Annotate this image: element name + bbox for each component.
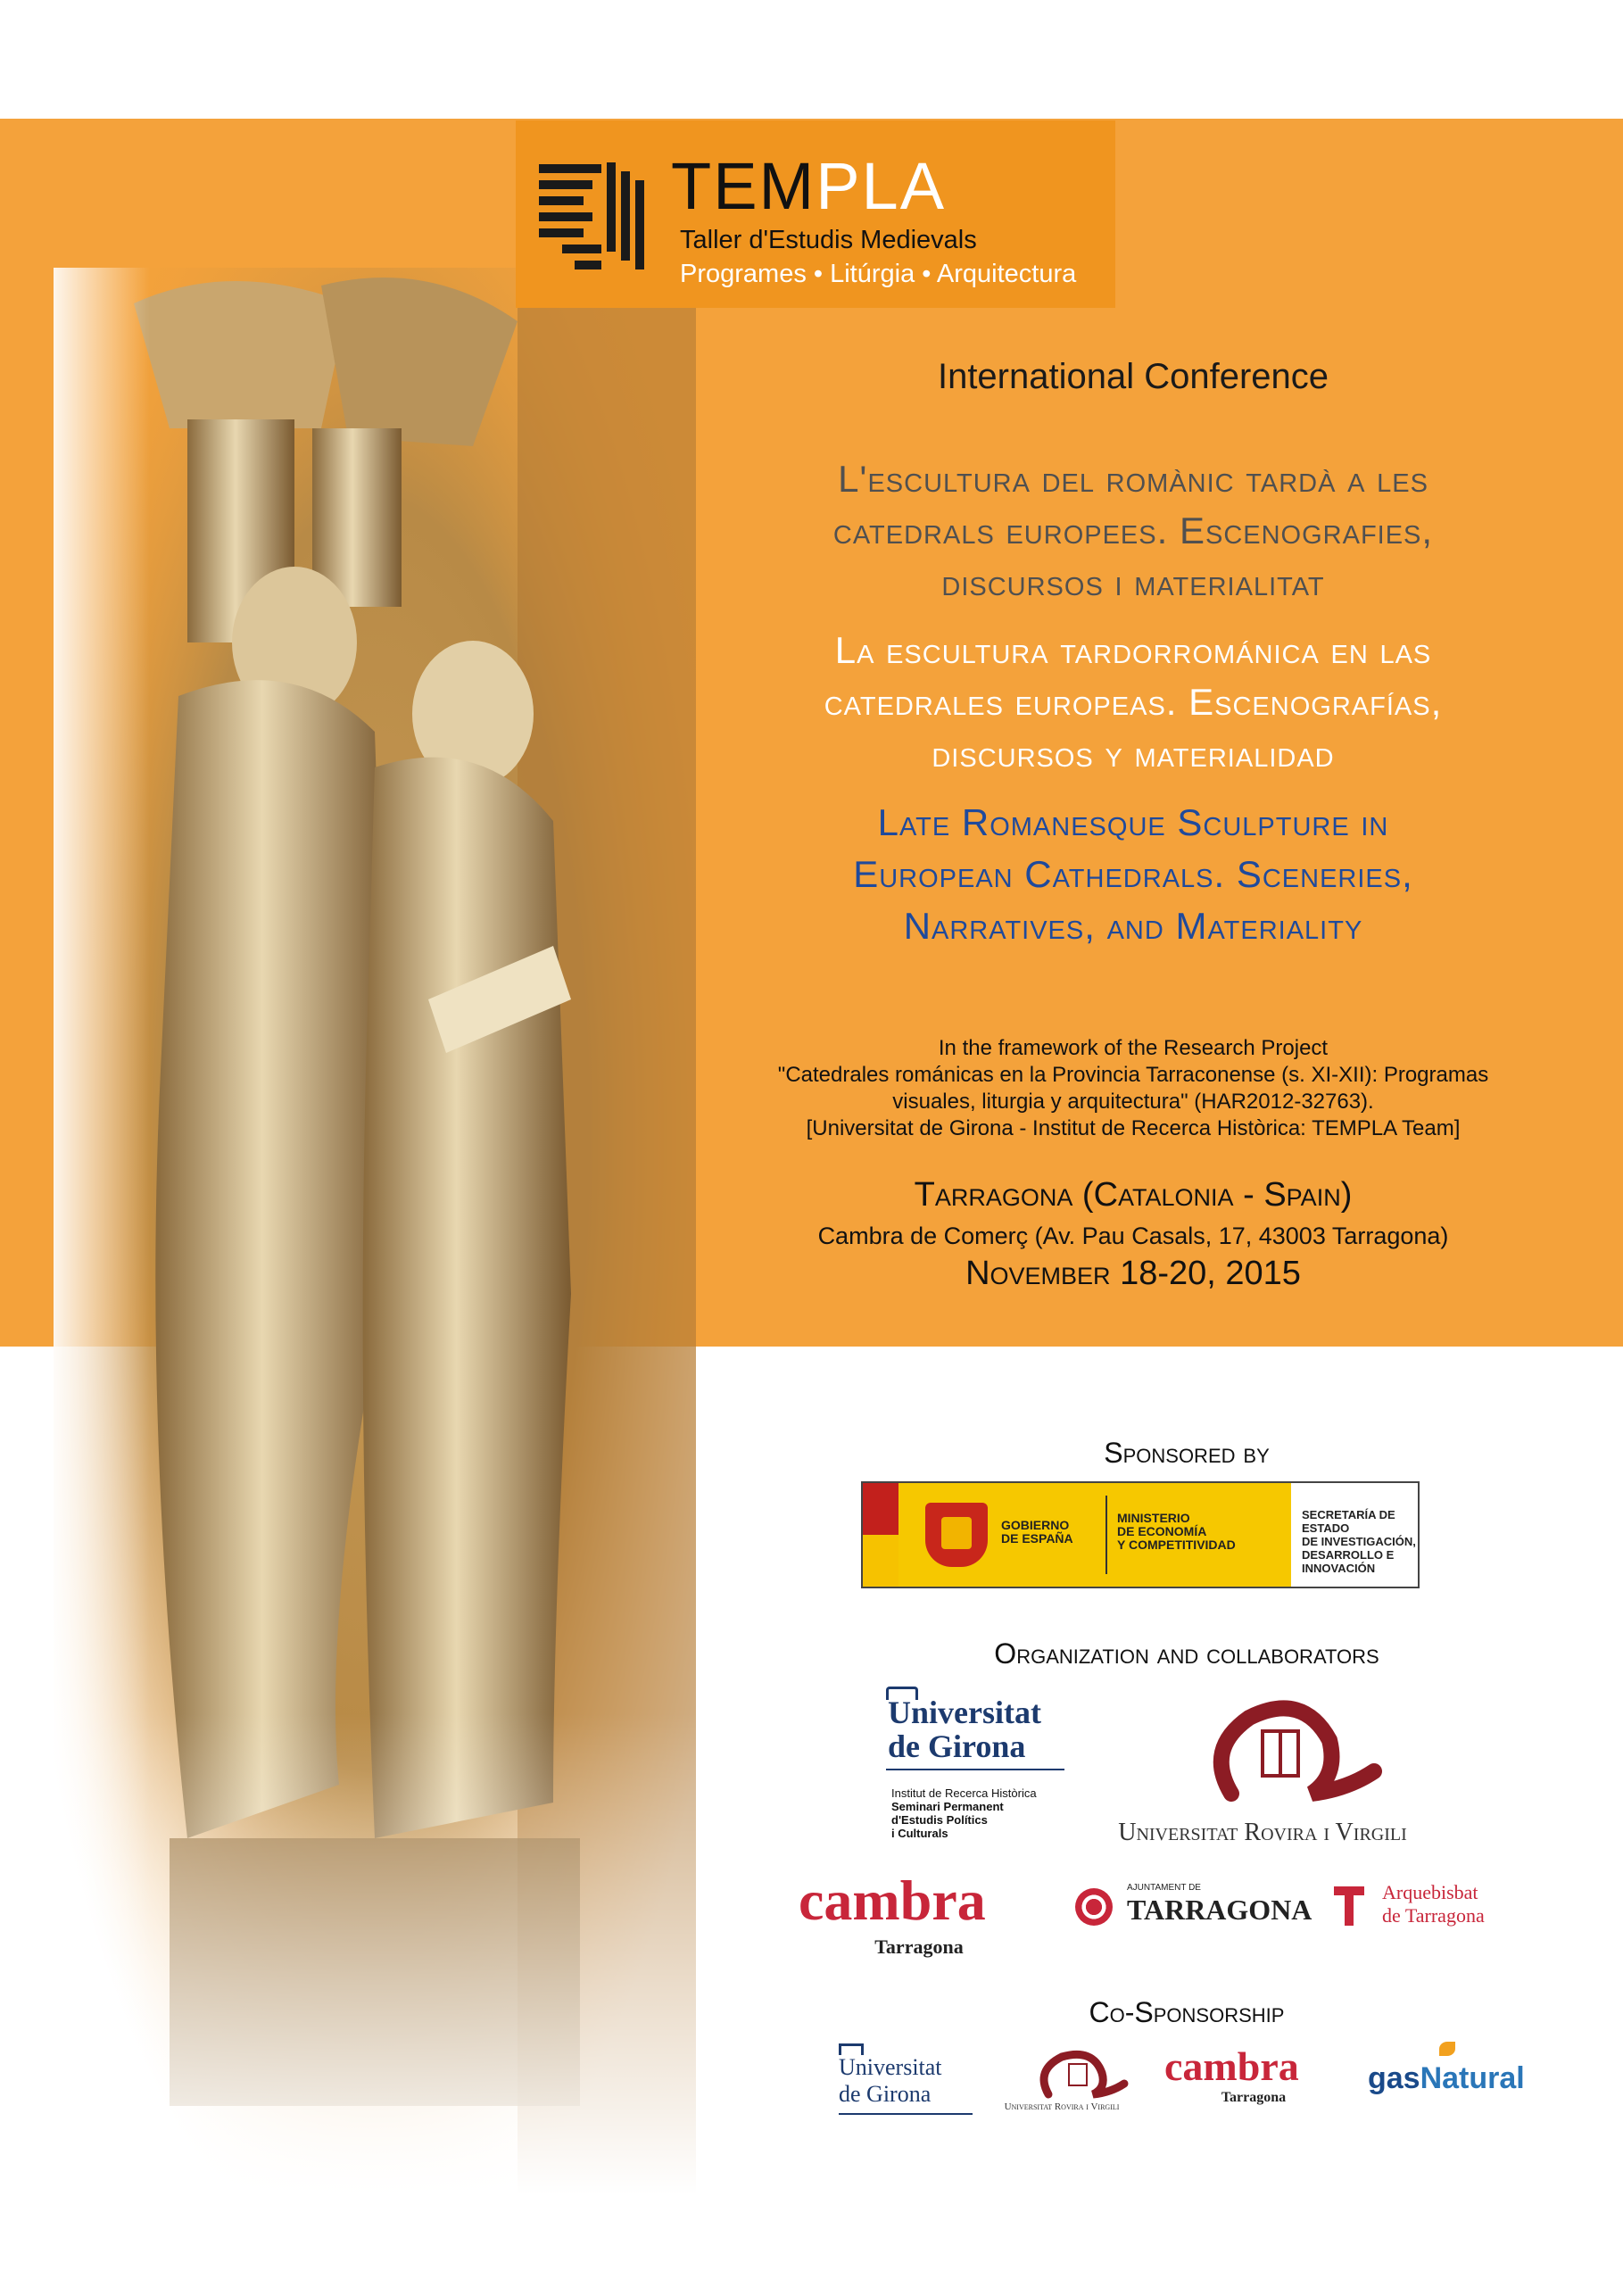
ajuntament-emblem-icon (1075, 1888, 1113, 1926)
logo-subtitle: Taller d'Estudis Medievals (680, 226, 977, 254)
venue-city: Tarragona (Catalonia - Spain) (914, 1176, 1353, 1214)
research-framework: In the framework of the Research Project "Catedrales románicas en la Provincia Tarraconense (s. XI-XII): Programas visuales, liturgia y arquitectura" (HAR2012-32763). [Universitat de Girona - Institut de Recerca Històrica: TEMPLA Team] (777, 1036, 1489, 1140)
urv-logo-icon (1196, 1695, 1392, 1811)
co-cambra-logo: cambra Tarragona (1164, 2043, 1299, 2105)
conference-label: International Conference (937, 357, 1329, 396)
cosponsorship-heading: Co-Sponsorship (1089, 1996, 1285, 2028)
coat-of-arms-icon (925, 1503, 988, 1567)
gov-text: GOBIERNO DE ESPAÑA (1001, 1518, 1073, 1546)
eu-flag-icon (863, 1483, 898, 1587)
templa-cube-icon (535, 159, 653, 277)
sponsored-heading: Sponsored by (1104, 1437, 1270, 1469)
title-english: Late Romanesque Sculpture in European Cathedrals. Sceneries, Narratives, and Materiality (853, 801, 1413, 947)
ministry-text: MINISTERIO DE ECONOMÍA Y COMPETITIVIDAD (1117, 1511, 1236, 1552)
tau-cross-icon (1334, 1881, 1364, 1929)
secretary-text: SECRETARÍA DE ESTADO DE INVESTIGACIÓN, DESARROLLO E INNOVACIÓN (1302, 1508, 1416, 1575)
logo-tagline: Programes • Litúrgia • Arquitectura (680, 260, 1077, 288)
organization-heading: Organization and collaborators (994, 1637, 1379, 1670)
venue-address: Cambra de Comerç (Av. Pau Casals, 17, 43003 Tarragona) (817, 1223, 1449, 1249)
title-catalan: L'escultura del romànic tardà a les catedrals europees. Escenografies, discursos i materialitat (832, 458, 1434, 603)
ministry-logo (861, 1481, 1420, 1588)
title-spanish: La escultura tardorrománica en las catedrales europeas. Escenografías, discursos y materialidad (824, 629, 1443, 775)
butterfly-icon (1439, 2042, 1455, 2056)
co-urv-logo-icon (1035, 2048, 1133, 2101)
urv-name: Universitat Rovira i Virgili (1118, 1819, 1407, 1846)
statue-image (54, 268, 696, 2195)
gasnatural-logo: gasNatural (1368, 2061, 1525, 2096)
cambra-logo: cambra Tarragona (799, 1869, 986, 1958)
conference-dates: November 18-20, 2015 (965, 1255, 1301, 1292)
udg-institute: Institut de Recerca Històrica Seminari Permanent d'Estudis Polítics i Culturals (891, 1786, 1037, 1840)
co-urv-name: Universitat Rovira i Virgili (1004, 2101, 1120, 2112)
templa-logo-title: TEMPLA (671, 149, 947, 223)
